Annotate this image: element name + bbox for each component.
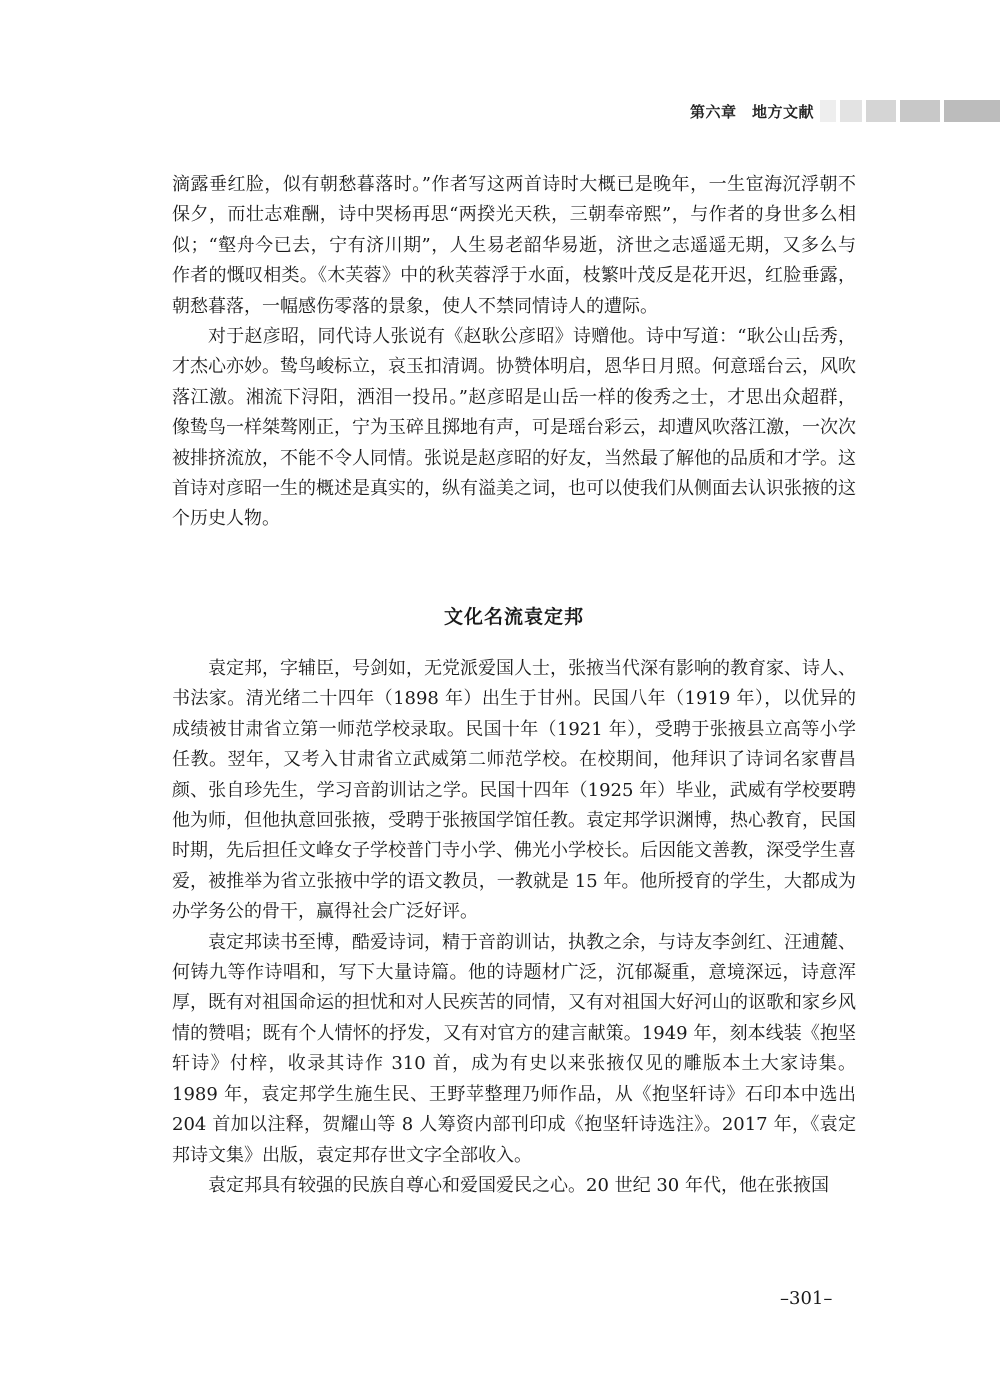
- running-header: [690, 100, 814, 122]
- header-bar-2: [840, 100, 862, 122]
- header-decoration-bars: [820, 100, 1000, 122]
- paragraph-2: 对于赵彦昭，同代诗人张说有《赵耿公彦昭》诗赠他。诗中写道：“耿公山岳秀，才杰心亦妙。鸷鸟峻标立，哀玉扣清调。协赞体明启，恩华日月照。何意瑶台云，风吹落江激。湘流下浔阳，洒泪一投吊。”赵彦昭是山岳一样的俊秀之士，才思出众超群，像鸷鸟一样桀骜刚正，宁为玉碎且掷地有声，可是瑶台彩云，却遭风吹落江激，一次次被排挤流放，不能不令人同情。张说是赵彦昭的好友，当然最了解他的品质和才学。这首诗对彦昭一生的概述是真实的，纵有溢美之词，也可以使我们从侧面去认识张掖的这个历史人物。: [172, 326, 856, 530]
- header-bar-5: [944, 100, 1000, 122]
- header-bar-3: [866, 100, 896, 122]
- paragraph-4: 袁定邦读书至博，酷爱诗词，精于音韵训诂，执教之余，与诗友李剑红、汪逋麓、何铸九等作诗唱和，写下大量诗篇。他的诗题材广泛，沉郁凝重，意境深远，诗意浑厚，既有对祖国命运的担忧和对人民疾苦的同情，又有对祖国大好河山的讴歌和家乡风情的赞唱；既有个人情怀的抒发，又有对官方的建言献策。1949 年，刻本线装《抱坚轩诗》付梓，收录其诗作 310 首，成为有史以来张掖仅见的雕版本土大家诗集。1989 年，袁定邦学生施生民、王野苹整理乃师作品，从《抱坚轩诗》石印本中选出 204 首加以注释，贺耀山等 8 人筹资内部刊印成《抱坚轩诗选注》。2017 年，《袁定邦诗文集》出版，袁定邦存世文字全部收入。: [172, 931, 856, 1166]
- paragraph-3: 袁定邦，字辅臣，号剑如，无党派爱国人士，张掖当代深有影响的教育家、诗人、书法家。清光绪二十四年（1898 年）出生于甘州。民国八年（1919 年），以优异的成绩被甘肃省立第一师范学校录取。民国十年（1921 年），受聘于张掖县立高等小学任教。翌年，又考入甘肃省立武威第二师范学校。在校期间，他拜识了诗词名家曹昌颜、张自珍先生，学习音韵训诂之学。民国十四年（1925 年）毕业，武威有学校要聘他为师，但他执意回张掖，受聘于张掖国学馆任教。袁定邦学识渊博，热心教育，民国时期，先后担任文峰女子学校普门寺小学、佛光小学校长。后因能文善教，深受学生喜爱，被推举为省立张掖中学的语文教员，一教就是 15 年。他所授育的学生，大都成为办学务公的骨干，赢得社会广泛好评。: [172, 658, 856, 923]
- section-title: 文化名流袁定邦: [443, 606, 584, 628]
- text-block-top: [172, 170, 856, 535]
- paragraph-5: 袁定邦具有较强的民族自尊心和爱国爱民之心。20 世纪 30 年代，他在张掖国: [208, 1174, 829, 1196]
- header-bar-4: [900, 100, 940, 122]
- page-number: –301–: [780, 1288, 833, 1309]
- text-block-bottom: [172, 654, 856, 1201]
- chapter-header: 第六章 地方文献: [690, 102, 815, 121]
- paragraph-1: 滴露垂红脸，似有朝愁暮落时。”作者写这两首诗时大概已是晚年，一生宦海沉浮朝不保夕，而壮志难酬，诗中哭杨再思“两揆光天秩，三朝奉帝熙”，与作者的身世多么相似；“壑舟今已去，宁有济川期”，人生易老韶华易逝，济世之志遥遥无期，又多么与作者的慨叹相类。《木芙蓉》中的秋芙蓉浮于水面，枝繁叶茂反是花开迟，红脸垂露，朝愁暮落，一幅感伤零落的景象，使人不禁同情诗人的遭际。: [172, 174, 856, 317]
- header-bar-1: [820, 100, 836, 122]
